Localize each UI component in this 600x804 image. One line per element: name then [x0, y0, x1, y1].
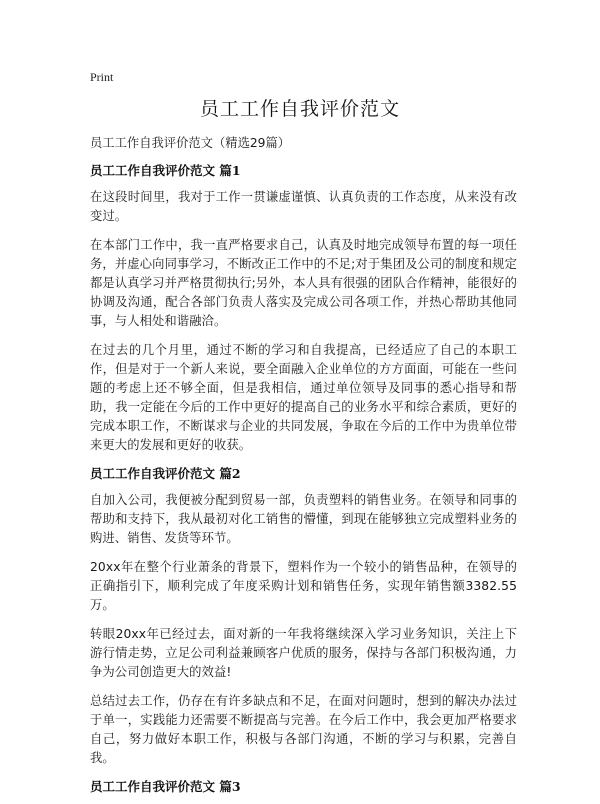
document-subtitle: 员工工作自我评价范文（精选29篇）	[90, 136, 291, 150]
section-heading: 员工工作自我评价范文 篇2	[90, 466, 241, 481]
print-link[interactable]: Print	[90, 70, 114, 84]
document-title: 员工工作自我评价范文	[199, 98, 400, 120]
paragraph: 在本部门工作中，我一直严格要求自己，认真及时地完成领导布置的每一项任务，并虚心向同事学习，不断改正工作中的不足;对于集团及公司的制度和规定都是认真学习并严格贯彻执行;另外，本人具有很强的团队合作精神，能很好的协调及沟通，配合各部门负责人落实及完成公司各项工作，并热心帮助其他同事，与人相处和谐融洽。	[90, 238, 517, 328]
paragraph: 总结过去工作，仍存在有许多缺点和不足，在面对问题时，想到的解决办法过于单一，实践能力还需要不断提高与完善。在今后工作中，我会更加严格要求自己，努力做好本职工作，积极与各部门沟通，不断的学习与积累，完善自我。	[90, 694, 517, 765]
section-heading: 员工工作自我评价范文 篇3	[90, 779, 241, 794]
paragraph: 转眼20xx年已经过去，面对新的一年我将继续深入学习业务知识，关注上下游行情走势，立足公司利益兼顾客户优质的服务，保持与各部门积极沟通，力争为公司创造更大的效益!	[90, 627, 517, 679]
section-heading: 员工工作自我评价范文 篇1	[90, 163, 241, 178]
paragraph: 20xx年在整个行业萧条的背景下，塑料作为一个较小的销售品种，在领导的正确指引下，顺利完成了年度采购计划和销售任务，实现年销售额3382.55万。	[90, 560, 517, 612]
paragraph: 在这段时间里，我对于工作一贯谦虚谨慎、认真负责的工作态度，从来没有改变过。	[90, 190, 517, 223]
document-body	[90, 134, 517, 804]
paragraph: 在过去的几个月里，通过不断的学习和自我提高，已经适应了自己的本职工作，但是对于一个新人来说，要全面融入企业单位的方方面面，可能在一些问题的考虑上还不够全面，但是我相信，通过单位领导及同事的悉心指导和帮助，我一定能在今后的工作中更好的提高自己的业务水平和综合素质，更好的完成本职工作，不断谋求与企业的共同发展，争取在今后的工作中为贵单位带来更大的发展和更好的收获。	[90, 343, 517, 452]
paragraph: 自加入公司，我便被分配到贸易一部，负责塑料的销售业务。在领导和同事的帮助和支持下，我从最初对化工销售的懵懂，到现在能够独立完成塑料业务的购进、销售、发货等环节。	[90, 493, 517, 545]
